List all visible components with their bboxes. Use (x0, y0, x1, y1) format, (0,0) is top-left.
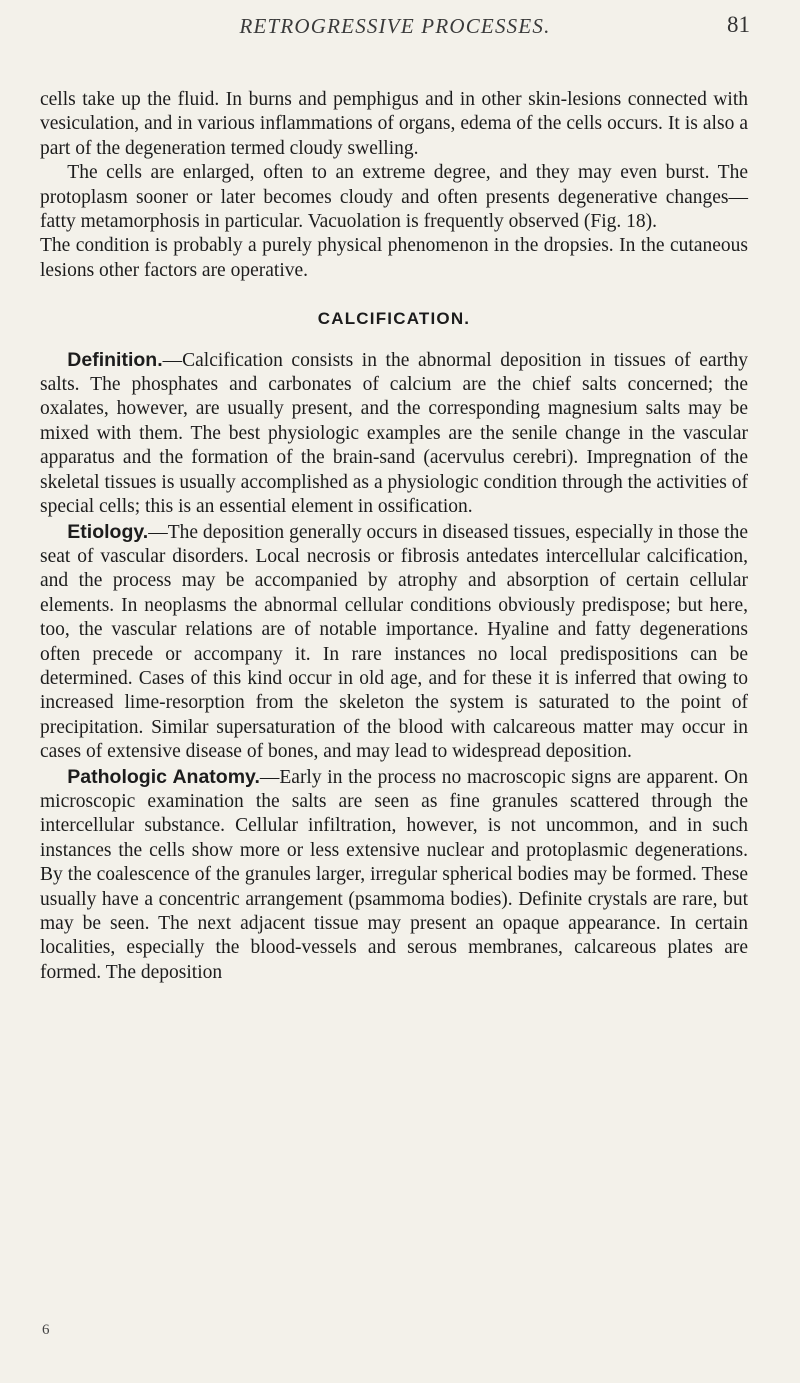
page-number: 81 (727, 12, 750, 37)
paragraph-intro-3: The condition is probably a purely physical phenomenon in the dropsies. In the cutaneous lesions other factors are operative. (40, 235, 748, 281)
body-text (40, 88, 748, 985)
definition-text: —Calcification consists in the abnormal deposition in tissues of earthy salts. The phosphates and carbonates of calcium are the chief salts concerned; the oxalates, however, are usually present, and the corresponding magnesium salts may be mixed with them. The best physiologic examples are the senile change in the vascular apparatus and the formation of the brain-sand (acervulus cerebri). Impregnation of the skeletal tissues is usually accomplished as a physiologic condition through the activities of special cells; this is an essential element in ossification. (40, 349, 748, 518)
section-heading-calcification: CALCIFICATION. (317, 309, 471, 329)
paragraph-etiology (40, 520, 748, 765)
pathologic-anatomy-text: —Early in the process no macroscopic signs are apparent. On microscopic examination the salts are seen as fine granules scattered through the intercellular substance. Cellular infiltration, however, is not uncommon, and in such instances the cells show more or less extensive nuclear and protoplasmic degenerations. By the coalescence of the granules larger, irregular spherical bodies may be formed. These usually have a concentric arrangement (psammoma bodies). Definite crystals are rare, but may be seen. The next adjacent tissue may present an opaque appearance. In certain localities, especially the blood-vessels and serous membranes, calcareous plates are formed. The deposition (40, 766, 748, 983)
signature-mark: 6 (42, 1322, 50, 1338)
etiology-text: —The deposition generally occurs in diseased tissues, especially in those the seat of vascular disorders. Local necrosis or fibrosis antedates intercellular calcification, and the process may be accompanied by atrophy and absorption of certain cellular elements. In neoplasms the abnormal cellular conditions obviously predispose; but here, too, the vascular relations are of notable importance. Hyaline and fatty degenerations often precede or accompany it. In rare instances no local predispositions can be determined. Cases of this kind occur in old age, and for these it is inferred that owing to increased lime-resorption from the skeleton the system is saturated to the point of precipitation. Similar supersaturation of the blood with calcareous matter may occur in cases of extensive disease of bones, and may lead to widespread deposition. (40, 521, 748, 763)
definition-label: Definition. (67, 348, 163, 371)
paragraph-pathologic-anatomy (40, 765, 748, 986)
paragraph-intro-1: cells take up the fluid. In burns and pemphigus and in other skin-lesions connected with vesiculation, and in various inflammations of organs, edema of the cells occurs. It is also a part of the degeneration termed cloudy swelling. (40, 89, 748, 159)
pathologic-anatomy-label: Pathologic Anatomy. (67, 765, 260, 788)
paragraph-intro-2: The cells are enlarged, often to an extreme degree, and they may even burst. The protoplasm sooner or later becomes cloudy and often presents degenerative changes—fatty metamorphosis in particular. Vacuolation is frequently observed (Fig. 18). (40, 162, 748, 233)
paragraph-definition (40, 348, 748, 520)
running-head (40, 8, 750, 48)
etiology-label: Etiology. (67, 520, 149, 543)
running-title: RETROGRESSIVE PROCESSES. (239, 14, 551, 38)
